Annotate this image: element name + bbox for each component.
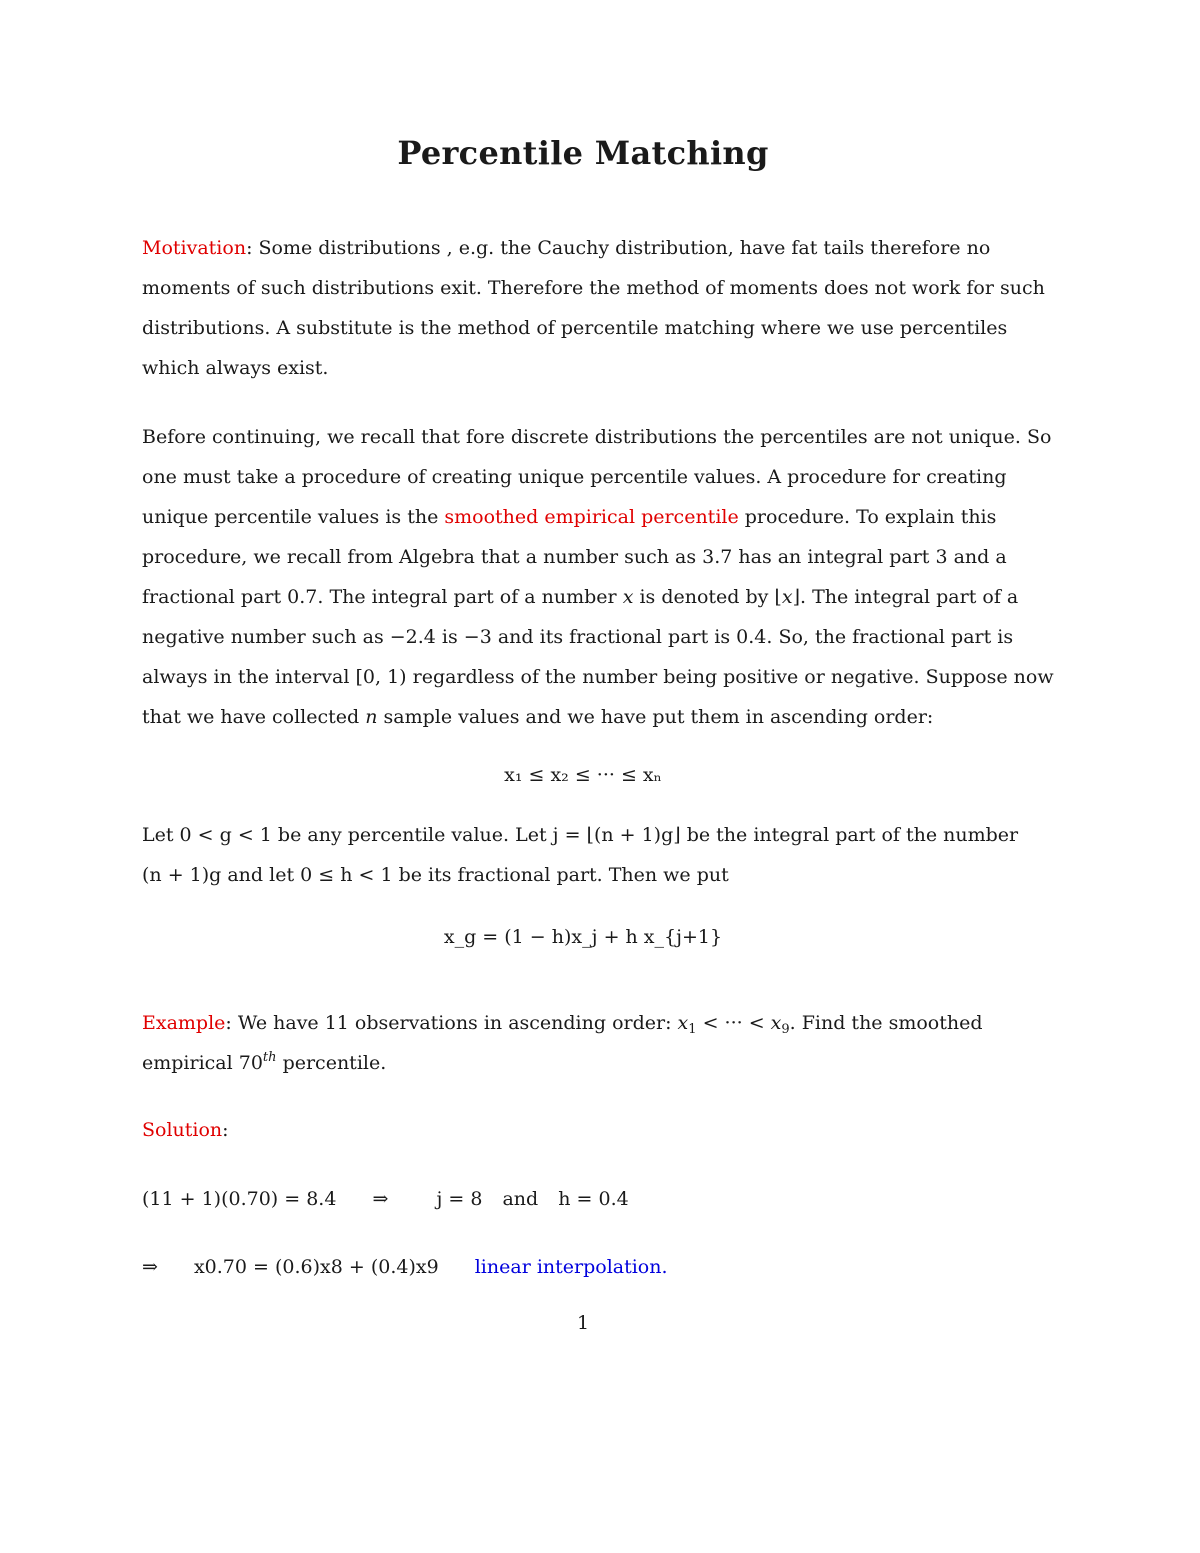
ascending-order-equation	[0, 764, 1166, 786]
motivation-paragraph: Motivation: Some distributions , e.g. the Cauchy distribution, have fat tails therefore no moments of such distributions exit. Therefore the method of moments does not work for such distributions. A substitute is the method of percentile matching where we use percentiles which always exist.	[142, 237, 1045, 379]
formula-text: x_g = (1 − h)x_j + h x_{j+1}	[443, 926, 723, 948]
solution-label: Solution	[142, 1119, 223, 1141]
solution-heading: Solution:	[142, 1119, 229, 1141]
motivation-label: Motivation	[142, 237, 247, 259]
smoothed-empirical-percentile-term: smoothed empirical percentile	[444, 506, 739, 528]
before-paragraph: Before continuing, we recall that fore discrete distributions the percentiles are not unique. So one must take a procedure of creating unique percentile values. A procedure for creating unique percentile values is the smoothed empirical percentile procedure. To explain this procedure, we recall from Algebra that a number such as 3.7 has an integral part 3 and a fractional part 0.7. The integral part of a number x is denoted by ⌊x⌋. The integral part of a negative number such as −2.4 is −3 and its fractional part is 0.4. So, the fractional part is always in the interval [0, 1) regardless of the number being positive or negative. Suppose now that we have collected n sample values and we have put them in ascending order:	[142, 426, 1054, 728]
solution-step-2: ⇒ x0.70 = (0.6)x8 + (0.4)x9 linear interpolation.	[142, 1256, 668, 1278]
implies-symbol: ⇒	[142, 1256, 158, 1278]
let-paragraph: Let 0 < g < 1 be any percentile value. Let j = ⌊(n + 1)g⌋ be the integral part of the number (n + 1)g and let 0 ≤ h < 1 be its fractional part. Then we put	[142, 824, 1019, 886]
linear-interpolation-note: linear interpolation.	[474, 1256, 668, 1278]
page-number: 1	[576, 1312, 590, 1334]
example-paragraph: Example: We have 11 observations in ascending order: $x_1$ < ··· < $x_9$. Find the smoothed empirical 70th percentile.	[142, 1012, 983, 1074]
page-title: Percentile Matching	[397, 134, 769, 172]
smoothed-percentile-formula	[0, 926, 1166, 948]
ascending-order-text: x₁ ≤ x₂ ≤ ··· ≤ xₙ	[504, 764, 662, 786]
example-label: Example	[142, 1012, 226, 1034]
implies-symbol: ⇒	[372, 1188, 389, 1210]
solution-step-1: (11 + 1)(0.70) = 8.4 ⇒ j = 8 and h = 0.4	[142, 1188, 629, 1210]
